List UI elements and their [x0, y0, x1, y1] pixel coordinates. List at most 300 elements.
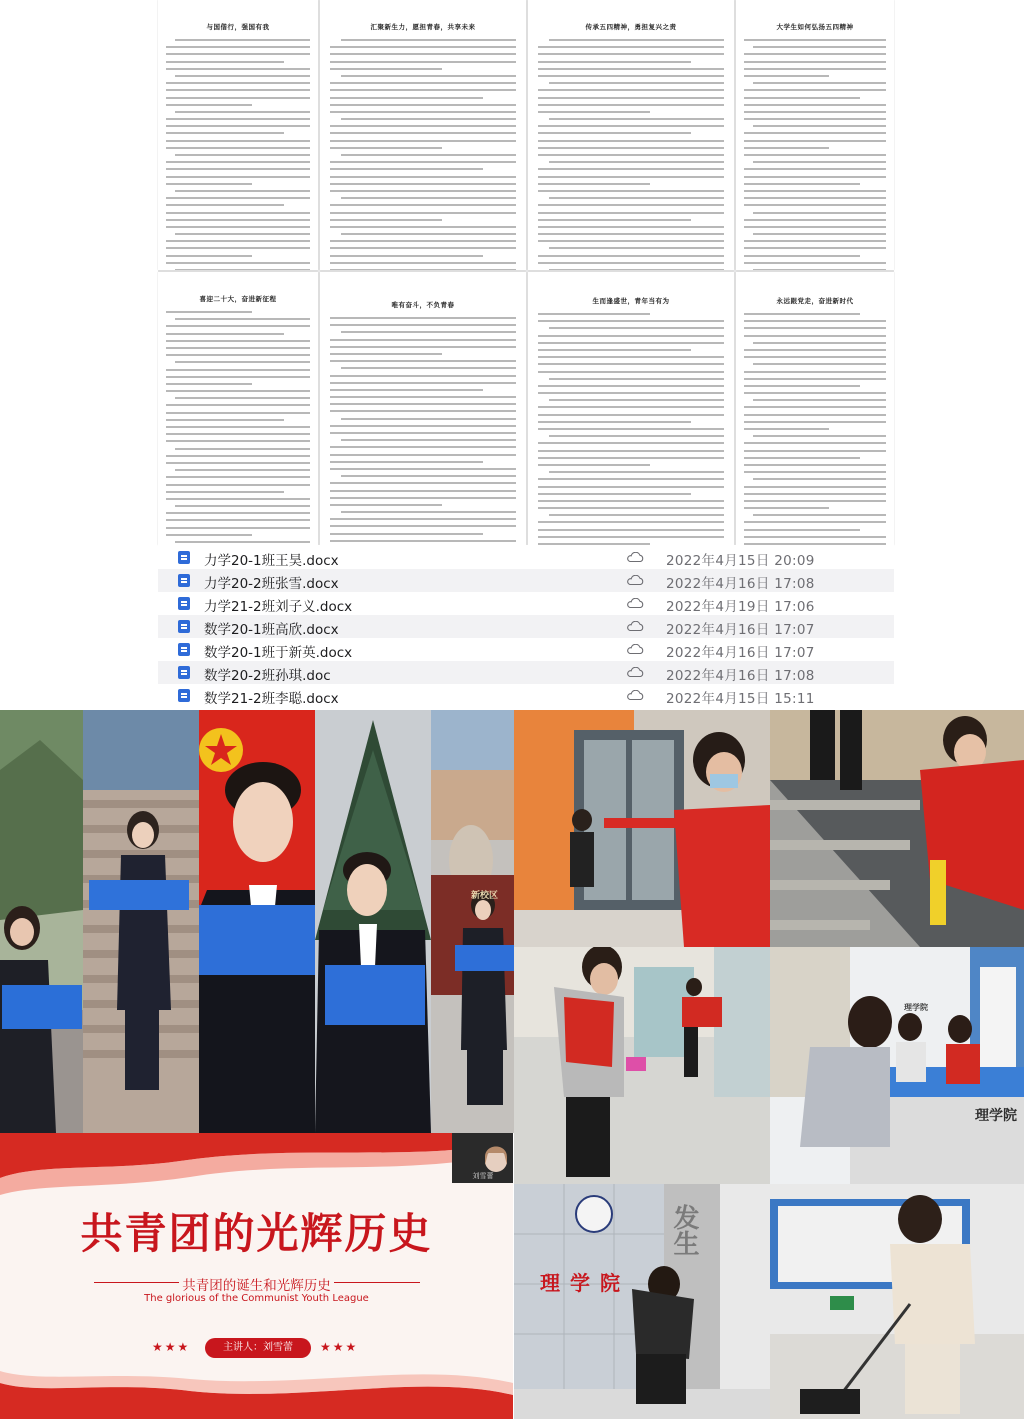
text-line — [330, 346, 516, 348]
text-line — [744, 450, 886, 452]
text-line — [744, 176, 886, 178]
text-line — [538, 529, 724, 531]
text-line — [166, 176, 310, 178]
text-line — [538, 536, 724, 538]
text-line — [753, 399, 886, 401]
text-line — [166, 197, 310, 199]
text-line — [330, 490, 516, 492]
text-line — [538, 442, 724, 444]
text-line — [744, 104, 886, 106]
photo-student-by-school-sign — [431, 710, 514, 1133]
text-line — [538, 313, 650, 315]
text-line — [166, 262, 310, 264]
photo-student-reading-outdoors — [0, 710, 83, 1133]
text-line — [341, 197, 516, 199]
text-line — [744, 500, 886, 502]
text-line — [166, 412, 310, 414]
file-date: 2022年4月16日 17:07 — [666, 622, 815, 638]
text-line — [175, 111, 310, 113]
text-line — [330, 183, 516, 185]
text-line — [744, 204, 886, 206]
text-line — [330, 389, 483, 391]
document-title: 永远跟党走，奋进新时代 — [776, 297, 854, 305]
text-line — [744, 118, 886, 120]
text-line — [166, 311, 252, 313]
school-sign-text: 新校区 — [471, 891, 499, 901]
text-line — [330, 89, 516, 91]
text-line — [744, 68, 886, 70]
text-line — [538, 349, 691, 351]
text-line — [538, 450, 724, 452]
text-line — [538, 168, 724, 170]
text-line — [538, 486, 724, 488]
text-line — [166, 118, 310, 120]
text-line — [744, 536, 886, 538]
text-line — [744, 486, 886, 488]
text-line — [341, 75, 516, 77]
text-line — [538, 89, 724, 91]
slide-title: 共青团的光辉历史 — [80, 1209, 433, 1258]
text-line — [166, 132, 284, 134]
text-line — [166, 512, 310, 514]
text-line — [538, 392, 724, 394]
cloud-icon — [626, 690, 644, 700]
text-line — [744, 262, 886, 264]
text-line — [166, 61, 284, 63]
text-line — [744, 226, 886, 228]
document-page — [320, 0, 526, 270]
text-line — [330, 468, 516, 470]
text-line — [744, 240, 886, 242]
text-line — [538, 97, 724, 99]
text-line — [538, 262, 724, 264]
text-line — [330, 104, 516, 106]
document-title: 大学生如何弘扬五四精神 — [776, 23, 854, 31]
text-line — [753, 342, 886, 344]
text-line — [744, 356, 886, 358]
text-line — [166, 491, 284, 493]
text-line — [330, 482, 516, 484]
text-line — [538, 493, 691, 495]
text-line — [166, 68, 310, 70]
text-line — [330, 525, 516, 527]
text-line — [330, 247, 516, 249]
text-line — [753, 269, 886, 270]
photo-mopping-floor — [770, 1184, 1024, 1419]
text-line — [744, 507, 829, 509]
document-page — [320, 272, 526, 545]
document-body — [538, 313, 724, 545]
document-page — [736, 272, 894, 545]
text-line — [753, 82, 886, 84]
text-line — [538, 233, 724, 235]
text-line — [175, 233, 310, 235]
text-line — [330, 125, 516, 127]
text-line — [166, 484, 310, 486]
text-line — [538, 61, 691, 63]
text-line — [744, 529, 860, 531]
text-line — [166, 498, 310, 500]
video-call-thumbnail[interactable] — [452, 1133, 513, 1183]
text-line — [744, 392, 886, 394]
text-line — [744, 147, 829, 149]
text-line — [330, 68, 442, 70]
text-line — [330, 219, 442, 221]
photo-registration-desk — [770, 947, 1024, 1184]
text-line — [538, 68, 724, 70]
text-line — [330, 53, 516, 55]
text-line — [538, 500, 724, 502]
text-line — [744, 111, 886, 113]
text-line — [166, 183, 252, 185]
text-line — [341, 475, 516, 477]
presentation-slide — [0, 1133, 513, 1419]
text-line — [166, 104, 252, 106]
text-line — [166, 376, 310, 378]
text-line — [175, 448, 310, 450]
file-date: 2022年4月15日 15:11 — [666, 691, 815, 707]
text-line — [166, 219, 310, 221]
text-line — [166, 390, 310, 392]
text-line — [538, 335, 724, 337]
text-line — [753, 125, 886, 127]
text-line — [549, 378, 724, 380]
text-line — [330, 324, 516, 326]
document-page — [158, 272, 318, 545]
text-line — [175, 154, 310, 156]
text-line — [744, 75, 829, 77]
text-line — [166, 168, 310, 170]
text-line — [538, 478, 724, 480]
document-body — [538, 39, 724, 270]
text-line — [538, 521, 724, 523]
video-participant-name: 刘雪蕾 — [472, 1172, 494, 1180]
text-line — [753, 514, 886, 516]
text-line — [166, 325, 310, 327]
text-line — [166, 247, 310, 249]
file-row[interactable] — [158, 546, 894, 569]
text-line — [538, 212, 724, 214]
text-line — [753, 161, 886, 163]
text-line — [549, 247, 724, 249]
text-line — [330, 533, 483, 535]
file-row[interactable] — [158, 684, 894, 707]
text-line — [330, 111, 516, 113]
document-title: 喜迎二十大，奋进新征程 — [199, 295, 277, 303]
cloud-icon — [626, 598, 644, 608]
text-line — [166, 527, 310, 529]
text-line — [549, 399, 724, 401]
text-line — [166, 347, 310, 349]
text-line — [166, 125, 310, 127]
text-line — [538, 356, 724, 358]
file-row[interactable] — [158, 638, 894, 661]
text-line — [330, 339, 516, 341]
text-line — [538, 183, 650, 185]
cloud-icon — [626, 644, 644, 654]
text-line — [166, 89, 310, 91]
text-line — [538, 421, 691, 423]
document-page — [528, 0, 734, 270]
slide-subtitle-text: 共青团的诞生和光辉历史 — [179, 1278, 334, 1294]
text-line — [549, 435, 724, 437]
text-line — [538, 428, 724, 430]
photo-stairs-distance-markers — [770, 710, 1024, 947]
text-line — [744, 61, 886, 63]
text-line — [166, 426, 310, 428]
text-line — [330, 461, 483, 463]
text-line — [166, 147, 310, 149]
text-line — [549, 82, 724, 84]
text-line — [166, 212, 310, 214]
text-line — [166, 440, 310, 442]
text-line — [744, 255, 860, 257]
text-line — [330, 97, 483, 99]
star-decoration-right: ★★★ — [320, 1340, 359, 1354]
document-page — [736, 0, 894, 270]
text-line — [744, 140, 886, 142]
text-line — [166, 161, 310, 163]
text-line — [744, 219, 886, 221]
document-body — [744, 313, 886, 545]
text-line — [538, 464, 650, 466]
file-row[interactable] — [158, 592, 894, 615]
text-line — [538, 140, 724, 142]
file-name: 数学20-1班高欣.docx — [204, 622, 339, 638]
text-line — [744, 190, 886, 192]
file-row[interactable] — [158, 569, 894, 592]
text-line — [166, 369, 310, 371]
text-line — [744, 89, 886, 91]
text-line — [744, 378, 886, 380]
doc-file-icon — [178, 551, 190, 564]
text-line — [330, 410, 516, 412]
text-line — [753, 212, 886, 214]
text-line — [549, 514, 724, 516]
text-line — [330, 262, 516, 264]
cloud-icon — [626, 667, 644, 677]
file-date: 2022年4月16日 17:08 — [666, 576, 815, 592]
text-line — [549, 161, 724, 163]
text-line — [341, 118, 516, 120]
text-line — [341, 418, 516, 420]
text-line — [549, 39, 724, 41]
text-line — [538, 363, 724, 365]
text-line — [744, 421, 886, 423]
text-line — [538, 414, 724, 416]
slide-english-subtitle: The glorious of the Communist Youth League — [144, 1293, 369, 1304]
text-line — [175, 190, 310, 192]
file-date: 2022年4月16日 17:07 — [666, 645, 815, 661]
text-line — [744, 154, 886, 156]
text-line — [744, 327, 886, 329]
text-line — [330, 518, 516, 520]
text-line — [175, 39, 310, 41]
text-line — [166, 462, 310, 464]
text-line — [330, 204, 516, 206]
document-preview-collage — [158, 0, 894, 545]
text-line — [330, 269, 516, 270]
text-line — [175, 505, 310, 507]
text-line — [330, 360, 516, 362]
text-line — [744, 457, 860, 459]
text-line — [549, 197, 724, 199]
document-title: 传承五四精神，勇担复兴之责 — [585, 23, 677, 31]
cloud-icon — [626, 621, 644, 631]
text-line — [175, 397, 310, 399]
text-line — [166, 534, 252, 536]
text-line — [753, 478, 886, 480]
text-line — [166, 255, 252, 257]
text-line — [744, 97, 860, 99]
text-line — [341, 331, 516, 333]
text-line — [744, 406, 886, 408]
text-line — [538, 219, 691, 221]
document-page — [158, 0, 318, 270]
text-line — [744, 385, 860, 387]
text-line — [330, 446, 516, 448]
text-line — [538, 226, 724, 228]
text-line — [744, 371, 886, 373]
text-line — [166, 97, 310, 99]
text-line — [175, 541, 310, 543]
text-line — [166, 82, 310, 84]
text-line — [538, 53, 724, 55]
text-line — [341, 39, 516, 41]
text-line — [330, 176, 516, 178]
document-body — [166, 311, 310, 545]
text-line — [330, 61, 516, 63]
text-line — [330, 425, 516, 427]
doc-file-icon — [178, 620, 190, 633]
doc-file-icon — [178, 643, 190, 656]
text-line — [549, 269, 724, 270]
doc-file-icon — [178, 689, 190, 702]
text-line — [330, 240, 516, 242]
text-line — [330, 382, 516, 384]
text-line — [175, 469, 310, 471]
text-line — [538, 342, 724, 344]
file-name: 数学21-2班李聪.docx — [204, 691, 339, 707]
text-line — [538, 147, 724, 149]
document-title: 与国偕行，强国有我 — [206, 23, 270, 31]
text-line — [166, 383, 252, 385]
text-line — [330, 147, 442, 149]
text-line — [744, 428, 829, 430]
text-line — [538, 154, 724, 156]
text-line — [330, 161, 516, 163]
text-line — [744, 414, 886, 416]
text-line — [538, 132, 691, 134]
file-list — [158, 545, 894, 708]
text-line — [175, 361, 310, 363]
text-line — [330, 432, 516, 434]
college-wall-text: 理学院 — [540, 1271, 630, 1295]
text-line — [330, 353, 442, 355]
text-line — [538, 190, 724, 192]
text-line — [330, 396, 516, 398]
file-row[interactable] — [158, 661, 894, 684]
text-line — [538, 371, 724, 373]
text-line — [538, 255, 724, 257]
document-title: 生而逢盛世，青年当有为 — [592, 297, 670, 305]
text-line — [744, 320, 886, 322]
file-date: 2022年4月19日 17:06 — [666, 599, 815, 615]
text-line — [744, 313, 860, 315]
photo-student-by-pine-tree — [315, 710, 431, 1133]
text-line — [538, 507, 724, 509]
text-line — [166, 519, 310, 521]
text-line — [341, 154, 516, 156]
text-line — [341, 511, 516, 513]
document-body — [330, 39, 516, 270]
text-line — [166, 404, 310, 406]
text-line — [538, 385, 724, 387]
text-line — [330, 140, 516, 142]
text-line — [330, 540, 516, 542]
speaker-badge: 主讲人：刘雪蕾 — [205, 1338, 311, 1358]
text-line — [166, 476, 310, 478]
text-line — [330, 46, 516, 48]
file-row[interactable] — [158, 615, 894, 638]
text-line — [538, 406, 724, 408]
text-line — [166, 53, 310, 55]
text-line — [538, 75, 724, 77]
text-line — [166, 354, 310, 356]
file-date: 2022年4月16日 17:08 — [666, 668, 815, 684]
cloud-icon — [626, 552, 644, 562]
text-line — [753, 233, 886, 235]
doc-file-icon — [178, 597, 190, 610]
text-line — [753, 363, 886, 365]
photo-disinfecting-corridor — [514, 947, 770, 1184]
text-line — [744, 53, 886, 55]
text-line — [744, 132, 886, 134]
text-line — [330, 190, 516, 192]
file-name: 力学20-1班王昊.docx — [204, 553, 339, 569]
document-body — [744, 39, 886, 270]
text-line — [744, 464, 886, 466]
text-line — [330, 226, 516, 228]
text-line — [744, 335, 886, 337]
text-line — [175, 318, 310, 320]
text-line — [538, 240, 724, 242]
text-line — [166, 46, 310, 48]
text-line — [330, 132, 516, 134]
file-name: 数学20-1班于新英.docx — [204, 645, 353, 661]
text-line — [538, 320, 724, 322]
doc-file-icon — [178, 574, 190, 587]
text-line — [538, 125, 724, 127]
desk-sign-text: 理学院 — [975, 1108, 1017, 1124]
text-line — [341, 367, 516, 369]
text-line — [549, 118, 724, 120]
text-line — [744, 349, 886, 351]
text-line — [166, 240, 310, 242]
doc-file-icon — [178, 666, 190, 679]
text-line — [538, 176, 724, 178]
text-line — [744, 197, 886, 199]
text-line — [330, 375, 516, 377]
text-line — [330, 168, 483, 170]
file-name: 数学20-2班孙琪.doc — [204, 668, 331, 684]
photo-temperature-check — [514, 710, 770, 947]
text-line — [744, 442, 886, 444]
text-line — [744, 471, 886, 473]
wall-big-text: 发生 — [669, 1204, 699, 1256]
document-body — [166, 39, 310, 270]
text-line — [330, 317, 516, 319]
